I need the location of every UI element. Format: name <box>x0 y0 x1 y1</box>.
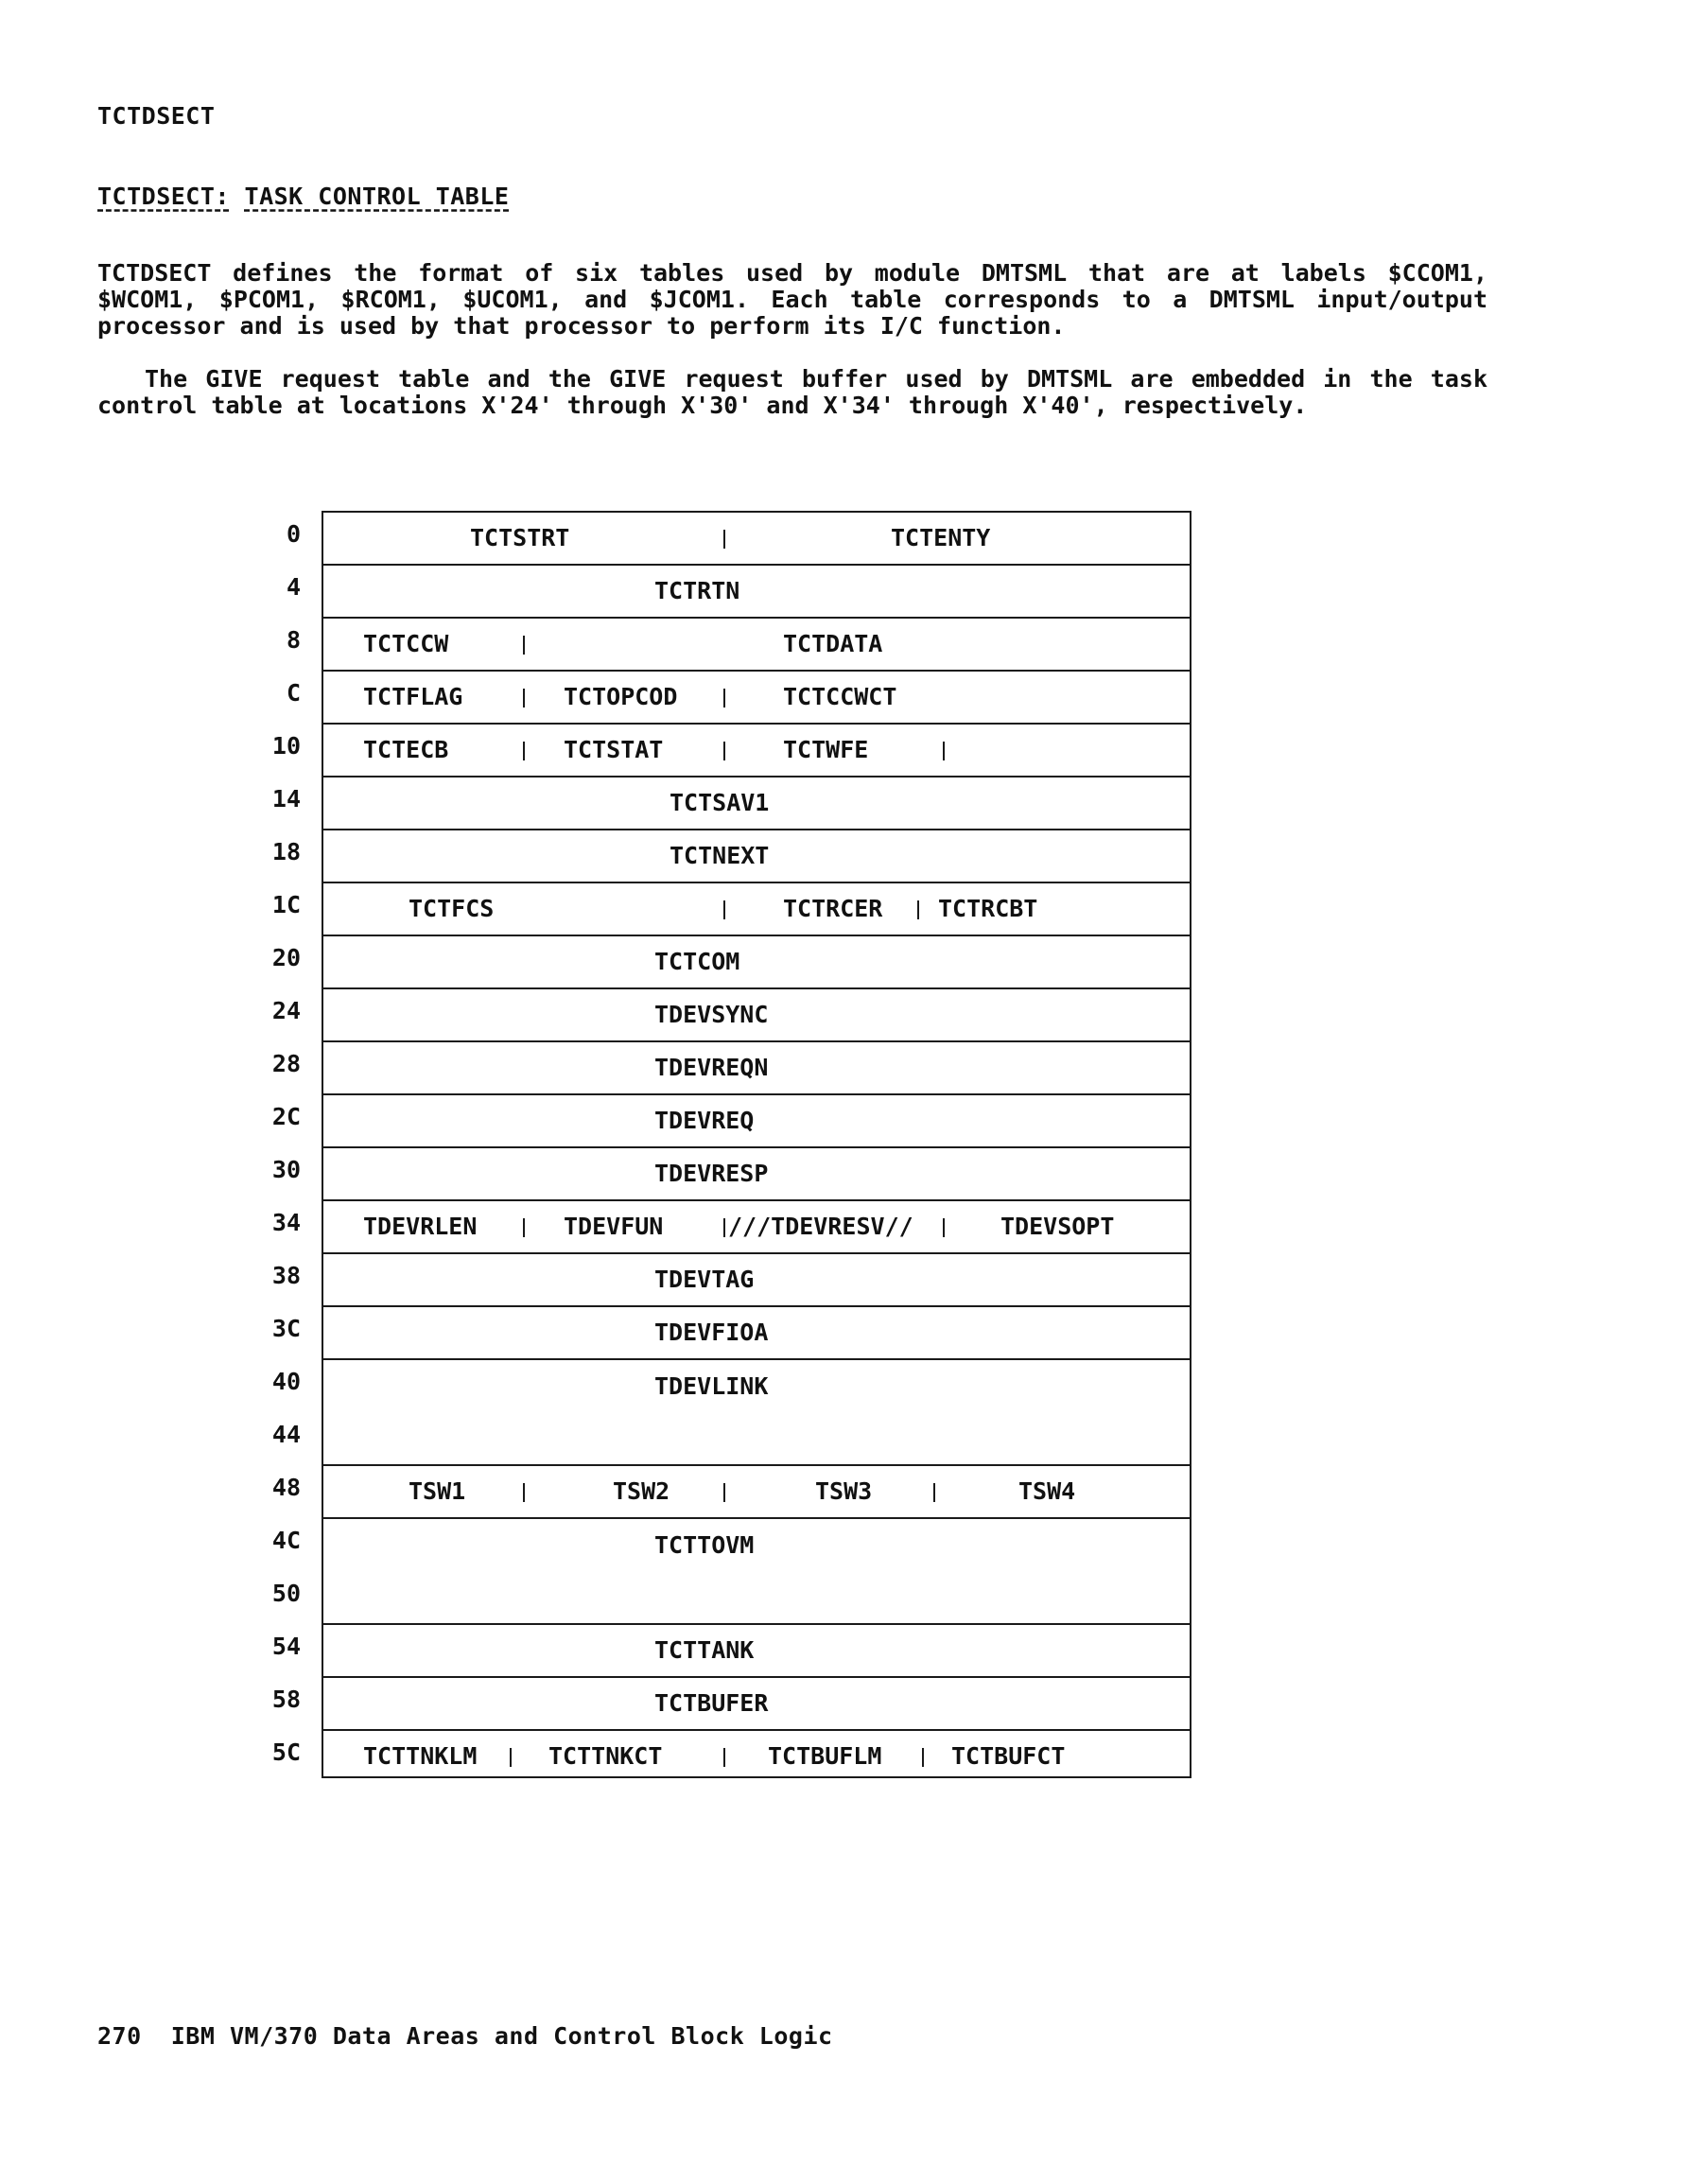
field-tctflag: TCTFLAG <box>363 683 463 710</box>
field-tdevresv: ///TDEVRESV// <box>728 1213 913 1240</box>
table-row <box>323 1678 1190 1731</box>
field-divider <box>510 1748 512 1767</box>
field-divider <box>523 742 525 760</box>
offset-label: 2C <box>271 1103 301 1130</box>
table-row <box>323 1307 1190 1360</box>
table-row <box>323 989 1190 1042</box>
offset-label: 58 <box>271 1686 301 1713</box>
page-footer: 270 IBM VM/370 Data Areas and Control Block Logic <box>97 2022 833 2050</box>
table-row <box>323 830 1190 883</box>
offset-label: 8 <box>286 626 301 654</box>
field-tdevresp: TDEVRESP <box>654 1160 769 1187</box>
table-row <box>323 619 1190 672</box>
section-title-text: TASK CONTROL TABLE <box>244 183 510 210</box>
field-tcttank: TCTTANK <box>654 1636 755 1664</box>
field-tctrcbt: TCTRCBT <box>938 895 1038 922</box>
table-row <box>323 1148 1190 1201</box>
field-tctrtn: TCTRTN <box>654 577 740 604</box>
field-tdevrlen: TDEVRLEN <box>363 1213 478 1240</box>
paragraph-2: The GIVE request table and the GIVE request buffer used by DMTSML are embedded in the task control table at locations X'24' through X'30' and X'34' through X'40', respectively. <box>97 365 1487 419</box>
offset-label: 54 <box>271 1633 301 1660</box>
offset-label: 4 <box>286 573 301 601</box>
table-row <box>323 1042 1190 1095</box>
running-header: TCTDSECT <box>97 102 216 130</box>
offset-label: 38 <box>271 1262 301 1289</box>
field-tctdata: TCTDATA <box>783 630 883 657</box>
field-tcttnkct: TCTTNKCT <box>548 1742 663 1770</box>
field-divider <box>723 530 725 549</box>
offset-label: 0 <box>286 520 301 548</box>
field-tsw4: TSW4 <box>1018 1477 1076 1505</box>
field-tctccwct: TCTCCWCT <box>783 683 897 710</box>
field-divider <box>943 742 945 760</box>
offset-label: 28 <box>271 1050 301 1077</box>
offset-label: 3C <box>271 1315 301 1342</box>
offset-label: 20 <box>271 944 301 971</box>
field-tctbufct: TCTBUFCT <box>951 1742 1066 1770</box>
field-divider <box>523 636 525 655</box>
offset-label: 40 <box>271 1368 301 1395</box>
table-row <box>323 1731 1190 1784</box>
task-control-table-layout <box>322 511 1191 1778</box>
paragraph-1: TCTDSECT defines the format of six tables used by module DMTSML that are at labels $CCOM1, $WCOM1, $PCOM1, $RCOM1, $UCOM1, and $JCOM1. Each table corresponds to a DMTSML input/output processor and is used by that processor to perform its I/C function. <box>97 259 1487 340</box>
field-tctecb: TCTECB <box>363 736 449 763</box>
table-row <box>323 672 1190 725</box>
field-divider <box>723 900 725 919</box>
table-row <box>323 883 1190 936</box>
field-tctstat: TCTSTAT <box>564 736 664 763</box>
field-divider <box>723 689 725 708</box>
offset-label: 18 <box>271 838 301 865</box>
field-tctfcs: TCTFCS <box>409 895 495 922</box>
table-row <box>323 936 1190 989</box>
offset-label: C <box>286 679 301 707</box>
field-tctcom: TCTCOM <box>654 948 740 975</box>
table-row <box>323 566 1190 619</box>
offset-label: 4C <box>271 1527 301 1554</box>
field-tctccw: TCTCCW <box>363 630 449 657</box>
table-row <box>323 1201 1190 1254</box>
section-title <box>97 183 509 210</box>
offset-label: 24 <box>271 997 301 1024</box>
field-divider <box>922 1748 924 1767</box>
field-tdevtag: TDEVTAG <box>654 1266 755 1293</box>
field-tdevfun: TDEVFUN <box>564 1213 664 1240</box>
field-tdevsync: TDEVSYNC <box>654 1001 769 1028</box>
field-tdevreq: TDEVREQ <box>654 1107 755 1134</box>
table-row <box>323 725 1190 778</box>
field-tsw3: TSW3 <box>815 1477 873 1505</box>
table-row <box>323 1360 1190 1466</box>
field-tdevsopt: TDEVSOPT <box>1000 1213 1115 1240</box>
field-divider <box>723 1218 725 1237</box>
field-tctbufer: TCTBUFER <box>654 1689 769 1717</box>
offset-label: 30 <box>271 1156 301 1183</box>
field-tctrcer: TCTRCER <box>783 895 883 922</box>
table-row <box>323 778 1190 830</box>
table-row <box>323 1466 1190 1519</box>
offset-label: 34 <box>271 1209 301 1236</box>
field-divider <box>523 1483 525 1502</box>
field-tctnext: TCTNEXT <box>670 842 770 869</box>
field-tsw1: TSW1 <box>409 1477 466 1505</box>
field-tdevfioa: TDEVFIOA <box>654 1319 769 1346</box>
field-divider <box>917 900 919 919</box>
table-row <box>323 513 1190 566</box>
field-tcttovm: TCTTOVM <box>654 1531 755 1559</box>
offset-label: 5C <box>271 1738 301 1766</box>
field-divider <box>523 689 525 708</box>
field-tsw2: TSW2 <box>613 1477 670 1505</box>
field-tctopcod: TCTOPCOD <box>564 683 678 710</box>
field-tctstrt: TCTSTRT <box>470 524 570 551</box>
offset-label: 44 <box>271 1421 301 1448</box>
offset-label: 48 <box>271 1474 301 1501</box>
field-tdevlink: TDEVLINK <box>654 1372 769 1400</box>
table-row <box>323 1519 1190 1625</box>
field-divider <box>523 1218 525 1237</box>
table-row <box>323 1625 1190 1678</box>
field-tctsav1: TCTSAV1 <box>670 789 770 816</box>
table-row <box>323 1254 1190 1307</box>
field-divider <box>723 742 725 760</box>
section-title-prefix: TCTDSECT: <box>97 183 230 210</box>
field-divider <box>943 1218 945 1237</box>
field-tcttnklm: TCTTNKLM <box>363 1742 478 1770</box>
offset-label: 10 <box>271 732 301 760</box>
offset-label: 50 <box>271 1580 301 1607</box>
offset-label: 14 <box>271 785 301 812</box>
field-divider <box>933 1483 935 1502</box>
field-tctbuflm: TCTBUFLM <box>768 1742 882 1770</box>
field-tctenty: TCTENTY <box>891 524 991 551</box>
field-tdevreqn: TDEVREQN <box>654 1054 769 1081</box>
table-row <box>323 1095 1190 1148</box>
field-tctwfe: TCTWFE <box>783 736 869 763</box>
field-divider <box>723 1483 725 1502</box>
field-divider <box>723 1748 725 1767</box>
offset-label: 1C <box>271 891 301 918</box>
